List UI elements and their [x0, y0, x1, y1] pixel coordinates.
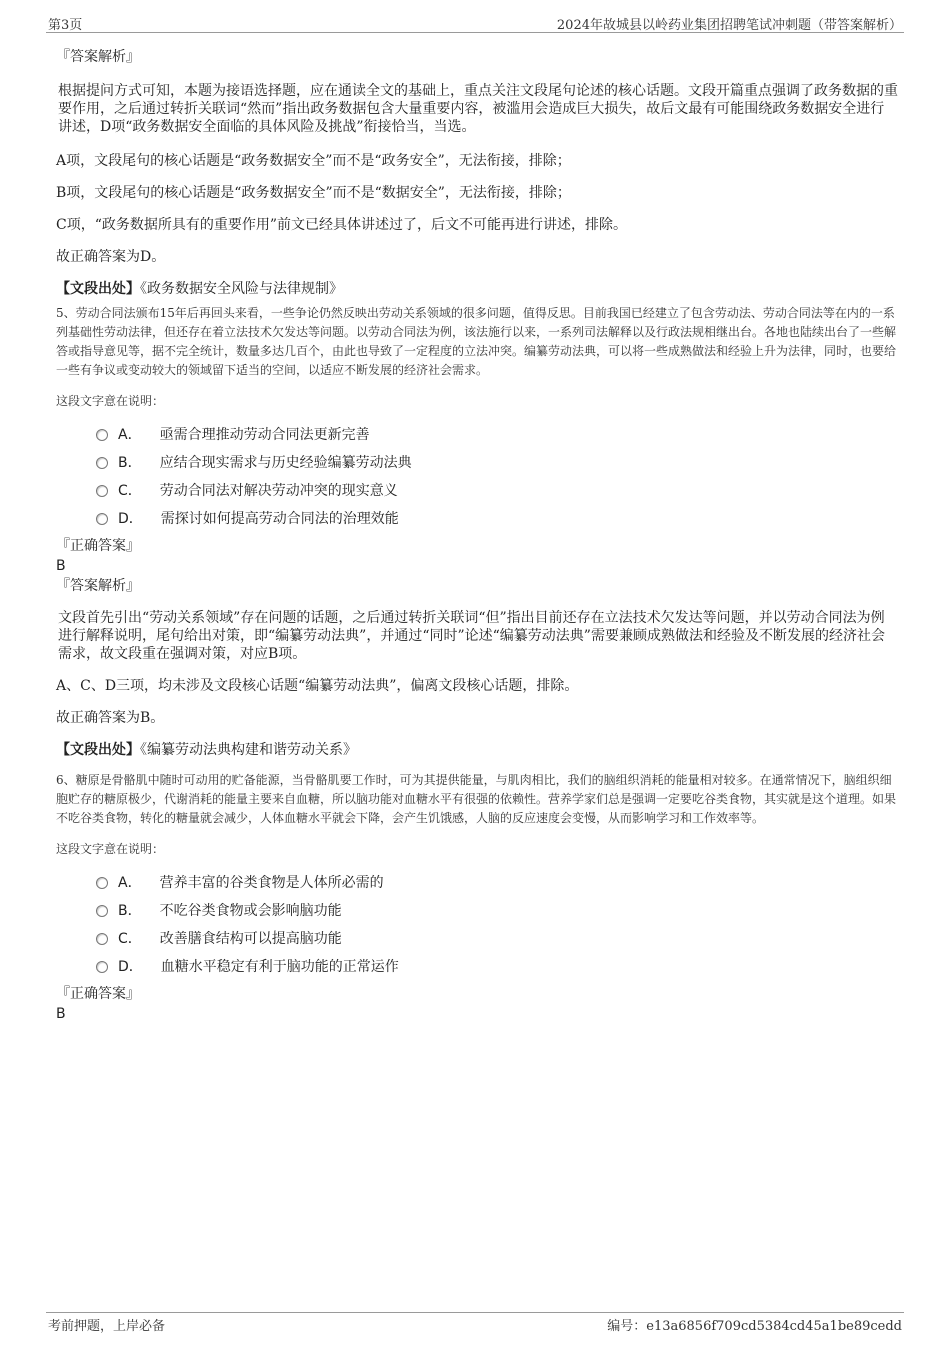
page-number: 第3页 — [48, 18, 83, 33]
q4-analysis-paragraph: 根据提问方式可知，本题为接语选择题，应在通读全文的基础上，重点关注文段尾句论述的核心话题。文段开篇重点强调了政务数据的重要作用，之后通过转折关联词“然而”指出政务数据包含大量重要内容，被滥用会造成巨大损失，故后文最有可能围绕政务数据安全进行讲述，D项“政务数据安全面临的具体风险及挑战”衔接恰当，当选。 — [58, 83, 898, 135]
q4-analysis-option-a: A项，文段尾句的核心话题是“政务数据安全”而不是“政务安全”，无法衔接，排除； — [56, 153, 571, 169]
q5-option-a[interactable] — [96, 421, 898, 449]
option-label: C． — [118, 931, 142, 947]
q6-option-b[interactable] — [96, 897, 898, 925]
q6-prompt: 这段文字意在说明： — [56, 842, 165, 856]
option-label: A． — [118, 875, 142, 891]
option-label: A． — [118, 427, 142, 443]
option-label: B． — [118, 455, 142, 471]
q5-analysis-other-options: A、C、D三项，均未涉及文段核心话题“编纂劳动法典”，偏离文段核心话题，排除。 — [56, 678, 579, 694]
radio-button-icon[interactable] — [96, 457, 108, 469]
q5-analysis-paragraph: 文段首先引出“劳动关系领域”存在问题的话题，之后通过转折关联词“但”指出目前还存在立法技术欠发达等问题，并以劳动合同法为例进行解释说明，尾句给出对策，即“编纂劳动法典”，并通过“同时”论述“编纂劳动法典”需要兼顾成熟做法和经验及不断发展的经济社会需求，故文段重在强调对策，对应B项。 — [58, 610, 885, 662]
q5-analysis-conclusion: 故正确答案为B。 — [56, 710, 165, 726]
q6-correct-answer: B — [56, 1006, 66, 1022]
q4-analysis-option-c: C项，“政务数据所具有的重要作用”前文已经具体讲述过了，后文不可能再进行讲述，排除。 — [56, 217, 628, 233]
option-label: D． — [118, 959, 143, 975]
option-label: B． — [118, 903, 142, 919]
radio-button-icon[interactable] — [96, 877, 108, 889]
q4-source — [56, 280, 898, 298]
option-text: 营养丰富的谷类食物是人体所必需的 — [159, 875, 384, 891]
q5-question-text: 5、劳动合同法颁布15年后再回头来看，一些争论仍然反映出劳动关系领域的很多问题，值得反思。目前我国已经建立了包含劳动法、劳动合同法等在内的一系列基础性劳动法律，但还存在着立法技术欠发达等问题。以劳动合同法为例，该法施行以来，一系列司法解释以及行政法规相继出台。各地也陆续出台了一些解答或指导意见等，据不完全统计，数量多达几百个，由此也导致了一定程度的立法冲突。编纂劳动法典，可以将一些成熟做法和经验上升为法律，同时，也要给一些有争议或变动较大的领域留下适当的空间，以适应不断发展的经济社会需求。 — [56, 306, 897, 377]
q6-option-d[interactable] — [96, 953, 898, 981]
q4-analysis-option-b: B项，文段尾句的核心话题是“政务数据安全”而不是“数据安全”，无法衔接，排除； — [56, 185, 571, 201]
option-text: 血糖水平稳定有利于脑功能的正常运作 — [160, 959, 399, 975]
document-id: 编号：e13a6856f709cd5384cd45a1be89cedd — [607, 1319, 902, 1334]
q5-correct-heading: 『正确答案』 — [56, 538, 140, 554]
q5-source — [56, 741, 898, 759]
footer-slogan: 考前押题，上岸必备 — [48, 1319, 166, 1334]
q5-option-d[interactable] — [96, 505, 898, 533]
q6-correct-heading: 『正确答案』 — [56, 986, 140, 1002]
q5-options — [96, 421, 898, 533]
option-label: C． — [118, 483, 142, 499]
q5-correct-answer: B — [56, 558, 66, 574]
radio-button-icon[interactable] — [96, 933, 108, 945]
q5-option-c[interactable] — [96, 477, 898, 505]
option-text: 亟需合理推动劳动合同法更新完善 — [159, 427, 370, 443]
q5-source-title: 《编纂劳动法典构建和谐劳动关系》 — [140, 742, 357, 758]
page-header — [46, 14, 904, 33]
q6-options — [96, 869, 898, 981]
page-footer — [46, 1312, 904, 1333]
q6-question-text: 6、糖原是骨骼肌中随时可动用的贮备能源，当骨骼肌要工作时，可为其提供能量，与肌肉相比，我们的脑组织消耗的能量相对较多。在通常情况下，脑组织细胞贮存的糖原极少，代谢消耗的能量主要来自血糖，所以脑功能对血糖水平有很强的依赖性。营养学家们总是强调一定要吃谷类食物，其实就是这个道理。如果不吃谷类食物，转化的糖量就会减少，人体血糖水平就会下降，会产生饥饿感，人脑的反应速度会变慢，从而影响学习和工作效率等。 — [56, 773, 897, 825]
q4-source-label: 【文段出处】 — [56, 281, 140, 297]
radio-button-icon[interactable] — [96, 485, 108, 497]
radio-button-icon[interactable] — [96, 905, 108, 917]
option-label: D． — [118, 511, 143, 527]
q5-source-label: 【文段出处】 — [56, 742, 140, 758]
q6-option-a[interactable] — [96, 869, 898, 897]
document-title: 2024年故城县以岭药业集团招聘笔试冲刺题（带答案解析） — [556, 18, 902, 33]
q5-analysis-heading: 『答案解析』 — [56, 578, 140, 594]
q4-analysis-heading: 『答案解析』 — [56, 49, 140, 65]
option-text: 需探讨如何提高劳动合同法的治理效能 — [160, 511, 399, 527]
radio-button-icon[interactable] — [96, 513, 108, 525]
radio-button-icon[interactable] — [96, 429, 108, 441]
page-content — [56, 40, 898, 1023]
option-text: 改善膳食结构可以提高脑功能 — [159, 931, 342, 947]
q6-option-c[interactable] — [96, 925, 898, 953]
radio-button-icon[interactable] — [96, 961, 108, 973]
option-text: 不吃谷类食物或会影响脑功能 — [159, 903, 342, 919]
q5-option-b[interactable] — [96, 449, 898, 477]
option-text: 劳动合同法对解决劳动冲突的现实意义 — [159, 483, 398, 499]
option-text: 应结合现实需求与历史经验编纂劳动法典 — [159, 455, 412, 471]
q4-analysis-conclusion: 故正确答案为D。 — [56, 249, 166, 265]
q4-source-title: 《政务数据安全风险与法律规制》 — [140, 281, 343, 297]
q5-prompt: 这段文字意在说明： — [56, 394, 165, 408]
